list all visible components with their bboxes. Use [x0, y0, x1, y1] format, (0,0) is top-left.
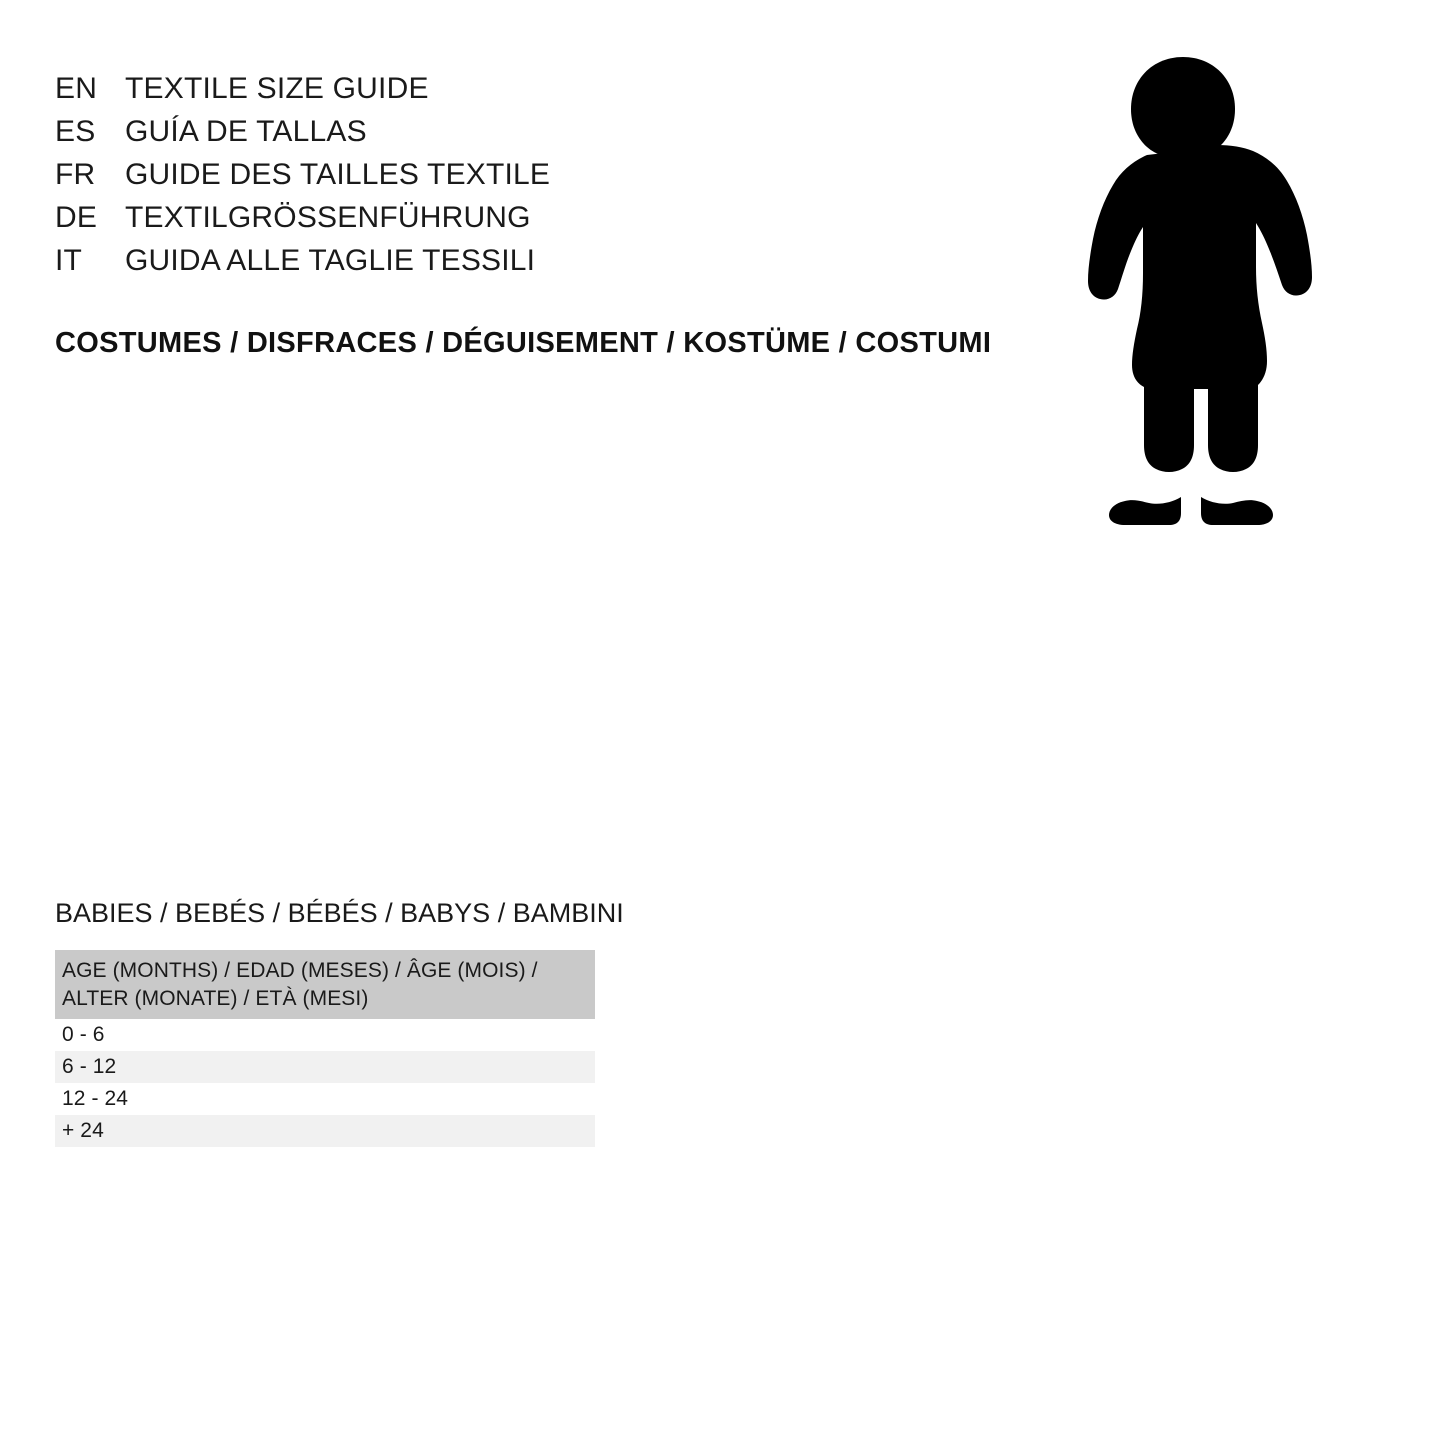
language-row-de: [55, 201, 550, 244]
table-row: [55, 1083, 595, 1115]
table-cell-age-range: 0 - 6: [55, 1019, 595, 1051]
language-row-en: [55, 72, 550, 115]
table-column-header-age: AGE (MONTHS) / EDAD (MESES) / ÂGE (MOIS) / ALTER (MONATE) / ETÀ (MESI): [55, 950, 595, 1019]
language-text-en: TEXTILE SIZE GUIDE: [125, 72, 429, 105]
size-table: [55, 950, 595, 1147]
language-text-it: GUIDA ALLE TAGLIE TESSILI: [125, 244, 536, 277]
table-cell-age-range: 6 - 12: [55, 1051, 595, 1083]
table-row: [55, 1115, 595, 1147]
size-table-title: BABIES / BEBÉS / BÉBÉS / BABYS / BAMBINI: [55, 898, 624, 928]
table-row: [55, 1051, 595, 1083]
table-cell-age-range: + 24: [55, 1115, 595, 1147]
language-code-es: ES: [55, 115, 96, 148]
category-heading: COSTUMES / DISFRACES / DÉGUISEMENT / KOSTÜME / COSTUMI: [55, 327, 992, 359]
language-code-de: DE: [55, 201, 98, 234]
size-table-section: [55, 898, 624, 1147]
language-text-es: GUÍA DE TALLAS: [125, 115, 367, 148]
language-code-en: EN: [55, 72, 98, 105]
table-cell-age-range: 12 - 24: [55, 1083, 595, 1115]
language-list: [55, 72, 550, 287]
language-row-es: [55, 115, 550, 158]
language-code-fr: FR: [55, 158, 96, 191]
language-row-it: [55, 244, 550, 287]
language-row-fr: [55, 158, 550, 201]
table-row: [55, 1019, 595, 1051]
table-header-row: [55, 950, 595, 1019]
language-text-de: TEXTILGRÖSSENFÜHRUNG: [125, 201, 531, 234]
language-text-fr: GUIDE DES TAILLES TEXTILE: [125, 158, 551, 191]
language-code-it: IT: [55, 244, 83, 277]
baby-silhouette-icon: [1055, 55, 1315, 525]
